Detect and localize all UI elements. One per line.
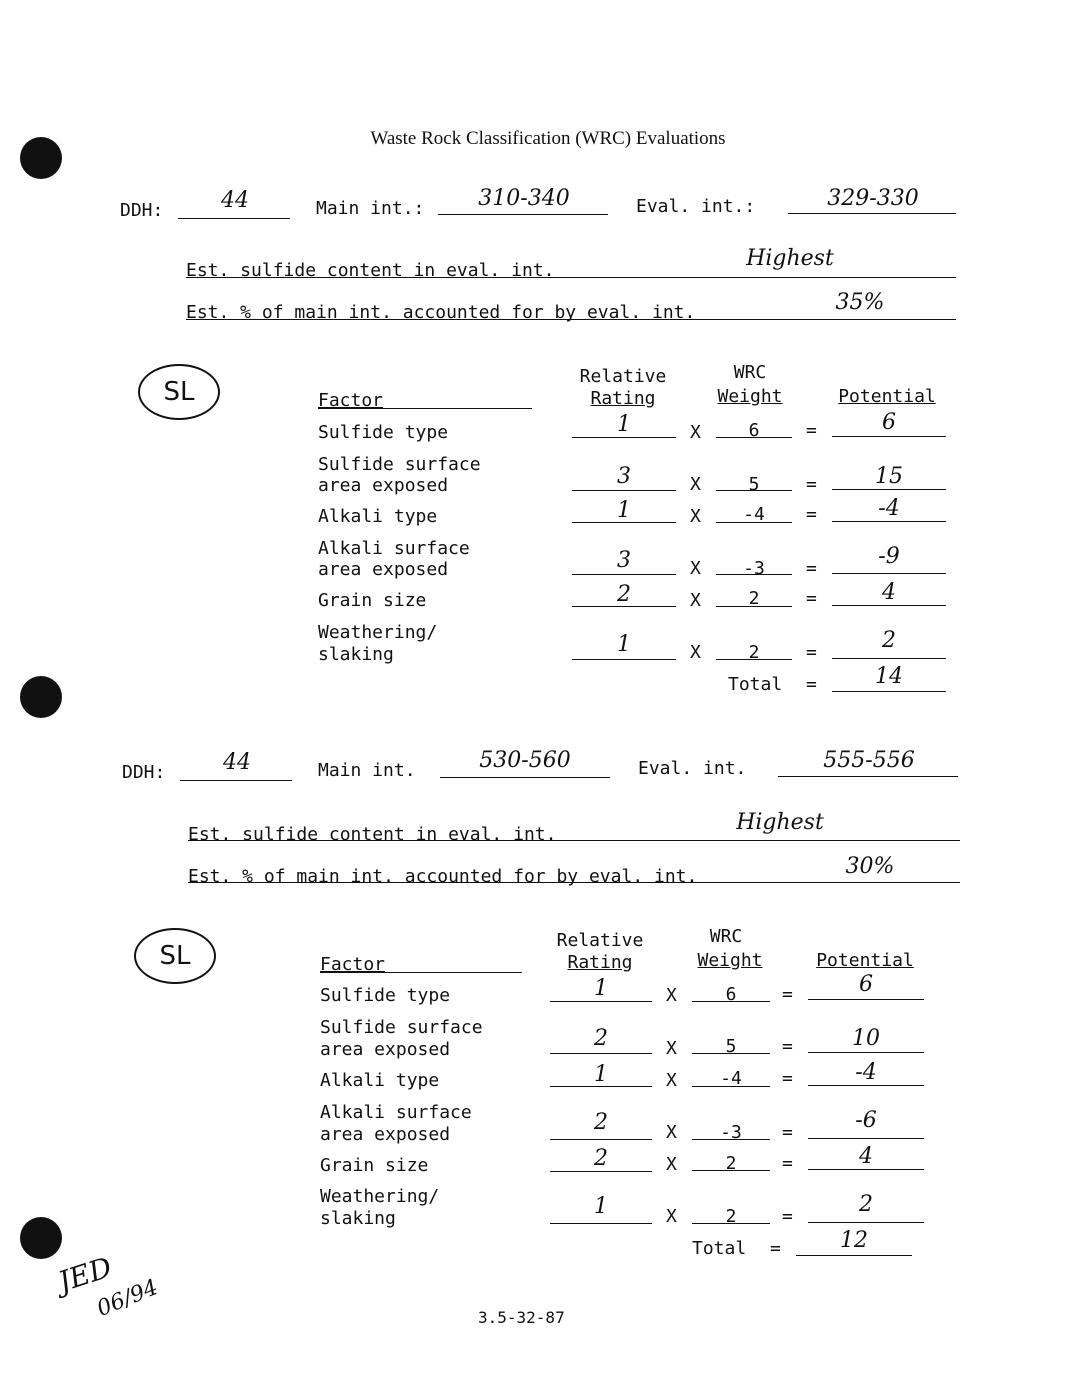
factor-name: Sulfide type	[318, 422, 449, 443]
rating-header: Rating	[567, 952, 633, 973]
weight-value: 2	[725, 1153, 737, 1174]
equals-sign: =	[782, 1153, 793, 1174]
total-value: 14	[875, 664, 903, 689]
est-pct-value: 30%	[845, 854, 895, 879]
main-int-value: 530-560	[479, 748, 571, 773]
est-pct-value: 35%	[835, 290, 885, 315]
potential-value: 2	[882, 628, 896, 653]
factor-name-line2: area exposed	[318, 475, 449, 496]
ddh-label: DDH:	[120, 200, 164, 221]
multiply-sign: X	[666, 1122, 677, 1143]
equals-sign: =	[806, 558, 817, 579]
punch-hole-bottom	[20, 1217, 62, 1259]
eval-int-value: 329-330	[827, 186, 919, 211]
weight-header: Weight	[697, 950, 763, 971]
factor-name: Sulfide type	[320, 985, 451, 1006]
weight-value: 2	[748, 588, 760, 609]
total-label: Total	[692, 1238, 747, 1259]
weight-value: 2	[725, 1206, 737, 1227]
multiply-sign: X	[666, 1038, 677, 1059]
equals-sign: =	[782, 1206, 793, 1227]
eval-int-value: 555-556	[823, 748, 915, 773]
total-equals: =	[806, 674, 817, 695]
factor-name: Weathering/	[318, 622, 438, 643]
multiply-sign: X	[666, 1206, 677, 1227]
equals-sign: =	[782, 1122, 793, 1143]
equals-sign: =	[782, 1068, 793, 1089]
est-sulfide-value: Highest	[736, 810, 824, 835]
potential-header: Potential	[838, 386, 936, 407]
main-int-label: Main int.:	[316, 198, 425, 219]
main-int-value: 310-340	[478, 186, 570, 211]
document-code: 3.5-32-87	[478, 1308, 565, 1327]
weight-value: 6	[725, 984, 737, 1005]
eval-int-label: Eval. int.	[638, 758, 747, 779]
est-sulfide-value: Highest	[746, 246, 834, 271]
rating-value: 2	[594, 1110, 608, 1135]
factor-header: Factor	[318, 390, 384, 411]
factor-name: Sulfide surface	[318, 454, 481, 475]
multiply-sign: X	[690, 474, 701, 495]
multiply-sign: X	[690, 642, 701, 663]
rating-value: 1	[594, 976, 608, 1001]
potential-value: 6	[859, 972, 873, 997]
factor-name: Grain size	[318, 590, 427, 611]
equals-sign: =	[806, 504, 817, 525]
wrc-header: WRC	[709, 926, 743, 947]
factor-name: Weathering/	[320, 1186, 440, 1207]
wrc-header: WRC	[733, 362, 767, 383]
potential-value: -6	[855, 1108, 877, 1133]
factor-name: Alkali type	[318, 506, 438, 527]
equals-sign: =	[806, 588, 817, 609]
rating-value: 2	[594, 1026, 608, 1051]
relative-header: Relative	[556, 930, 644, 951]
factor-name: Grain size	[320, 1155, 429, 1176]
multiply-sign: X	[690, 558, 701, 579]
factor-header: Factor	[320, 954, 386, 975]
rating-value: 1	[617, 412, 631, 437]
est-pct-label: Est. % of main int. accounted for by eval. int.	[186, 302, 696, 323]
factor-name: Sulfide surface	[320, 1017, 483, 1038]
potential-value: 10	[852, 1026, 880, 1051]
factor-name-line2: slaking	[318, 644, 394, 665]
multiply-sign: X	[690, 590, 701, 611]
est-sulfide-label: Est. sulfide content in eval. int.	[188, 824, 557, 845]
potential-value: 6	[882, 410, 896, 435]
total-label: Total	[728, 674, 783, 695]
sl-circle-mark: SL	[134, 928, 216, 984]
rating-value: 1	[594, 1062, 608, 1087]
rating-value: 2	[617, 582, 631, 607]
weight-value: -3	[743, 558, 765, 579]
potential-value: -4	[878, 496, 900, 521]
rating-value: 1	[594, 1194, 608, 1219]
sl-circle-mark: SL	[138, 364, 220, 420]
factor-name-line2: slaking	[320, 1208, 396, 1229]
multiply-sign: X	[690, 506, 701, 527]
handwritten-date: 06/94	[93, 1275, 162, 1322]
factor-name-line2: area exposed	[318, 559, 449, 580]
weight-value: -3	[720, 1122, 742, 1143]
potential-value: 15	[875, 464, 903, 489]
equals-sign: =	[806, 642, 817, 663]
potential-value: 2	[859, 1192, 873, 1217]
rating-value: 2	[594, 1146, 608, 1171]
multiply-sign: X	[666, 1154, 677, 1175]
weight-header: Weight	[717, 386, 783, 407]
est-sulfide-label: Est. sulfide content in eval. int.	[186, 260, 555, 281]
weight-value: 5	[748, 474, 760, 495]
ddh-value: 44	[221, 188, 249, 213]
rating-value: 3	[617, 548, 631, 573]
page-title: Waste Rock Classification (WRC) Evaluations	[370, 128, 726, 149]
weight-value: -4	[743, 504, 765, 525]
est-pct-label: Est. % of main int. accounted for by eval. int.	[188, 866, 698, 887]
factor-name-line2: area exposed	[320, 1124, 451, 1145]
multiply-sign: X	[666, 985, 677, 1006]
total-value: 12	[840, 1228, 868, 1253]
weight-value: 6	[748, 420, 760, 441]
potential-header: Potential	[816, 950, 914, 971]
potential-value: 4	[859, 1144, 873, 1169]
rating-header: Rating	[590, 388, 656, 409]
ddh-label: DDH:	[122, 762, 166, 783]
weight-value: -4	[720, 1068, 742, 1089]
potential-value: -9	[878, 544, 900, 569]
eval-int-label: Eval. int.:	[636, 196, 756, 217]
punch-hole-middle	[20, 676, 62, 718]
rating-value: 3	[617, 464, 631, 489]
total-equals: =	[770, 1238, 781, 1259]
main-int-label: Main int.	[318, 760, 416, 781]
factor-name: Alkali type	[320, 1070, 440, 1091]
potential-value: -4	[855, 1060, 877, 1085]
factor-name: Alkali surface	[318, 538, 470, 559]
weight-value: 2	[748, 642, 760, 663]
factor-name-line2: area exposed	[320, 1039, 451, 1060]
factor-name: Alkali surface	[320, 1102, 472, 1123]
rating-value: 1	[617, 498, 631, 523]
potential-value: 4	[882, 580, 896, 605]
equals-sign: =	[806, 474, 817, 495]
equals-sign: =	[782, 1036, 793, 1057]
handwritten-initials: JED	[54, 1250, 116, 1299]
multiply-sign: X	[690, 422, 701, 443]
equals-sign: =	[806, 420, 817, 441]
ddh-value: 44	[223, 750, 251, 775]
weight-value: 5	[725, 1036, 737, 1057]
multiply-sign: X	[666, 1070, 677, 1091]
equals-sign: =	[782, 984, 793, 1005]
relative-header: Relative	[579, 366, 667, 387]
rating-value: 1	[617, 632, 631, 657]
